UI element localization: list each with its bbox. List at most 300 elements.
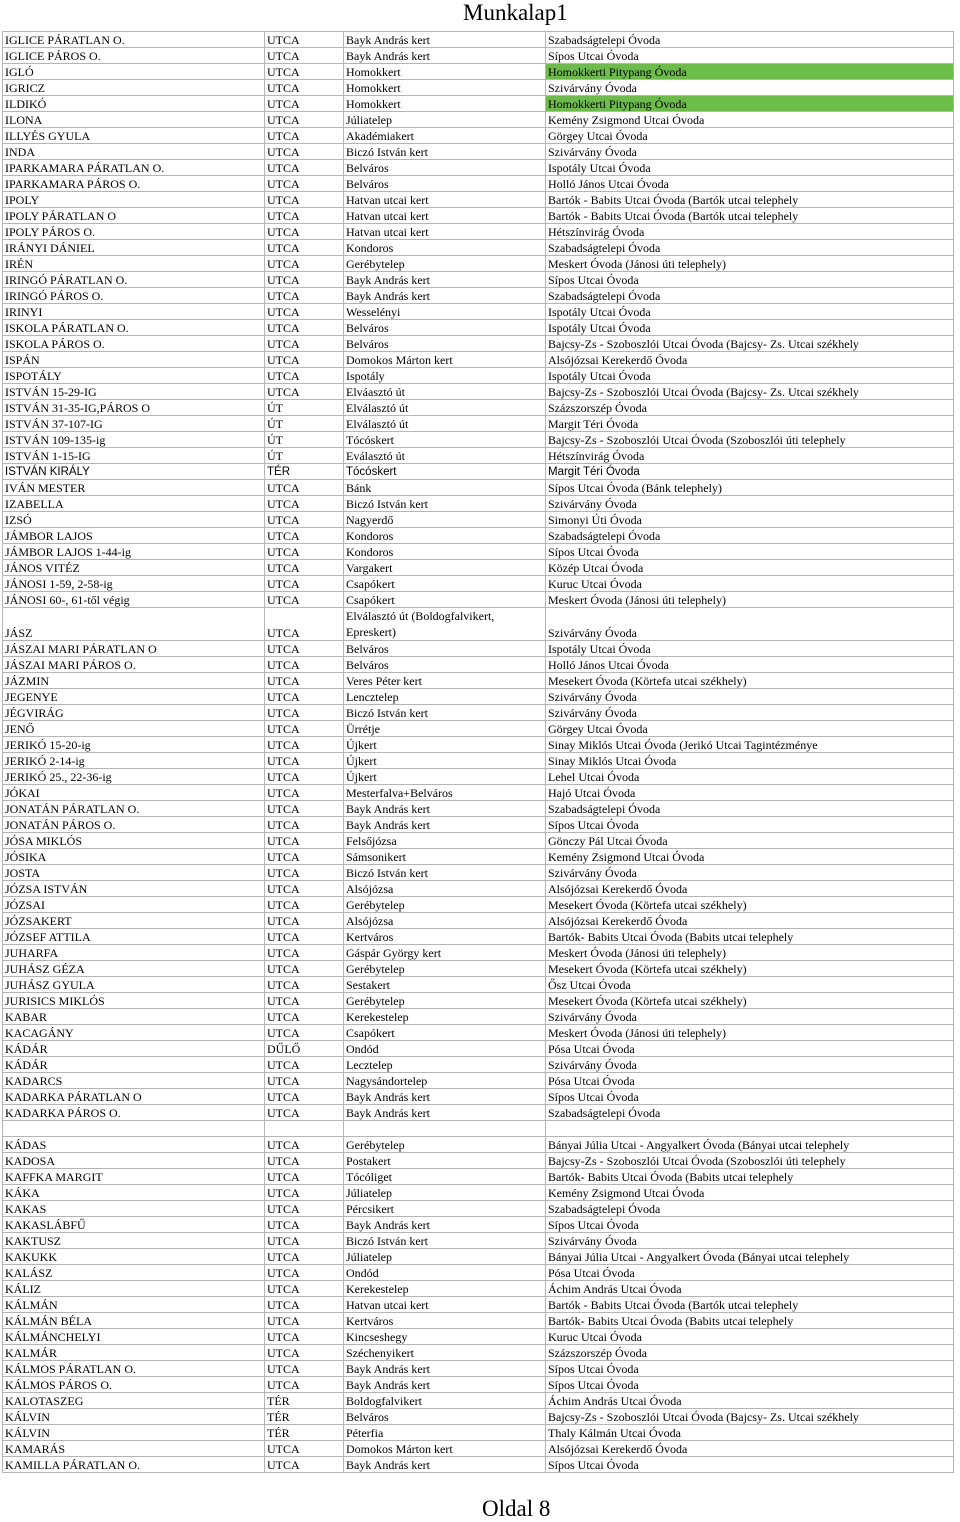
kindergarten-cell: Margit Téri Óvoda bbox=[546, 416, 954, 432]
street-type-cell: DŰLŐ bbox=[265, 1041, 344, 1057]
table-row bbox=[3, 192, 954, 208]
table-row bbox=[3, 48, 954, 64]
table-row bbox=[3, 897, 954, 913]
district-cell: Széchenyikert bbox=[344, 1345, 546, 1361]
kindergarten-cell: Pósa Utcai Óvoda bbox=[546, 1041, 954, 1057]
street-name-cell: IPARKAMARA PÁROS O. bbox=[3, 176, 265, 192]
street-type-cell: UTCA bbox=[265, 368, 344, 384]
table-row bbox=[3, 1041, 954, 1057]
kindergarten-cell: Sípos Utcai Óvoda bbox=[546, 817, 954, 833]
district-cell: Felsőjózsa bbox=[344, 833, 546, 849]
kindergarten-cell: Meskert Óvoda (Jánosi úti telephely) bbox=[546, 1025, 954, 1041]
street-type-cell: UTCA bbox=[265, 961, 344, 977]
table-row bbox=[3, 833, 954, 849]
kindergarten-cell: Ispotály Utcai Óvoda bbox=[546, 641, 954, 657]
district-cell: Bánk bbox=[344, 480, 546, 496]
data-table bbox=[2, 31, 954, 1473]
district-cell: Gerébytelep bbox=[344, 993, 546, 1009]
street-type-cell: UTCA bbox=[265, 673, 344, 689]
street-name-cell: JÁMBOR LAJOS 1-44-ig bbox=[3, 544, 265, 560]
table-row bbox=[3, 913, 954, 929]
kindergarten-cell: Sípos Utcai Óvoda bbox=[546, 1089, 954, 1105]
table-row bbox=[3, 1361, 954, 1377]
street-name-cell: ISTVÁN 31-35-IG,PÁROS O bbox=[3, 400, 265, 416]
street-name-cell: IGRICZ bbox=[3, 80, 265, 96]
table-row bbox=[3, 240, 954, 256]
street-type-cell: UTCA bbox=[265, 1057, 344, 1073]
kindergarten-cell: Alsójózsai Kerekerdő Óvoda bbox=[546, 913, 954, 929]
street-type-cell: UTCA bbox=[265, 1009, 344, 1025]
street-name-cell: JÁNOS VITÉZ bbox=[3, 560, 265, 576]
district-cell: Tócóskert bbox=[344, 432, 546, 448]
table-row bbox=[3, 1217, 954, 1233]
street-type-cell: UTCA bbox=[265, 897, 344, 913]
street-type-cell: UTCA bbox=[265, 592, 344, 608]
street-type-cell: UTCA bbox=[265, 160, 344, 176]
sheet-title: Munkalap1 bbox=[463, 0, 568, 25]
district-cell: Júliatelep bbox=[344, 1185, 546, 1201]
table-row bbox=[3, 769, 954, 785]
street-type-cell: UTCA bbox=[265, 945, 344, 961]
kindergarten-cell: Bányai Júlia Utcai - Angyalkert Óvoda (Bányai utcai telephely bbox=[546, 1249, 954, 1265]
table-row bbox=[3, 945, 954, 961]
street-name-cell: KÁLMOS PÁROS O. bbox=[3, 1377, 265, 1393]
street-name-cell: KÁDAS bbox=[3, 1137, 265, 1153]
kindergarten-cell: Szivárvány Óvoda bbox=[546, 1057, 954, 1073]
street-name-cell: ISKOLA PÁROS O. bbox=[3, 336, 265, 352]
district-cell: Csapókert bbox=[344, 592, 546, 608]
kindergarten-cell: Ispotály Utcai Óvoda bbox=[546, 368, 954, 384]
table-row bbox=[3, 1025, 954, 1041]
street-name-cell: IVÁN MESTER bbox=[3, 480, 265, 496]
street-type-cell: UTCA bbox=[265, 544, 344, 560]
district-cell: Biczó István kert bbox=[344, 705, 546, 721]
kindergarten-cell: Bartók - Babits Utcai Óvoda (Bartók utcai telephely bbox=[546, 208, 954, 224]
district-cell: Júliatelep bbox=[344, 1249, 546, 1265]
table-row bbox=[3, 1265, 954, 1281]
table-row bbox=[3, 1105, 954, 1121]
table-row bbox=[3, 1297, 954, 1313]
district-cell: Csapókert bbox=[344, 1025, 546, 1041]
kindergarten-cell: Szivárvány Óvoda bbox=[546, 144, 954, 160]
kindergarten-cell: Sípos Utcai Óvoda bbox=[546, 1457, 954, 1473]
street-type-cell bbox=[265, 1121, 344, 1137]
street-name-cell: JÁNOSI 60-, 61-től végig bbox=[3, 592, 265, 608]
street-name-cell: KALMÁR bbox=[3, 1345, 265, 1361]
table-row bbox=[3, 384, 954, 400]
table-row bbox=[3, 1153, 954, 1169]
district-cell: Veres Péter kert bbox=[344, 673, 546, 689]
district-cell: Ürrétje bbox=[344, 721, 546, 737]
kindergarten-cell: Görgey Utcai Óvoda bbox=[546, 721, 954, 737]
district-cell: Kincseshegy bbox=[344, 1329, 546, 1345]
street-type-cell: UTCA bbox=[265, 64, 344, 80]
district-cell: Kerekestelep bbox=[344, 1009, 546, 1025]
table-row bbox=[3, 1073, 954, 1089]
district-cell: Gerébytelep bbox=[344, 256, 546, 272]
district-cell: Bayk András kert bbox=[344, 1105, 546, 1121]
kindergarten-cell: Szivárvány Óvoda bbox=[546, 705, 954, 721]
table-row bbox=[3, 753, 954, 769]
table-row bbox=[3, 849, 954, 865]
street-type-cell: UTCA bbox=[265, 1297, 344, 1313]
street-name-cell: JERIKÓ 15-20-ig bbox=[3, 737, 265, 753]
kindergarten-cell: Mesekert Óvoda (Körtefa utcai székhely) bbox=[546, 961, 954, 977]
street-name-cell: KABAR bbox=[3, 1009, 265, 1025]
kindergarten-cell: Ősz Utcai Óvoda bbox=[546, 977, 954, 993]
street-name-cell: JUHÁSZ GÉZA bbox=[3, 961, 265, 977]
street-name-cell: JÁNOSI 1-59, 2-58-ig bbox=[3, 576, 265, 592]
street-name-cell: KÁKA bbox=[3, 1185, 265, 1201]
table-row bbox=[3, 128, 954, 144]
table-row bbox=[3, 512, 954, 528]
district-cell: Belváros bbox=[344, 336, 546, 352]
kindergarten-cell: Kemény Zsigmond Utcai Óvoda bbox=[546, 112, 954, 128]
table-row bbox=[3, 1137, 954, 1153]
district-cell: Újkert bbox=[344, 753, 546, 769]
street-type-cell: UTCA bbox=[265, 288, 344, 304]
district-cell: Boldogfalvikert bbox=[344, 1393, 546, 1409]
district-cell: Hatvan utcai kert bbox=[344, 1297, 546, 1313]
street-name-cell: KADARKA PÁRATLAN O bbox=[3, 1089, 265, 1105]
kindergarten-cell: Bartók - Babits Utcai Óvoda (Bartók utcai telephely bbox=[546, 192, 954, 208]
district-cell bbox=[344, 1121, 546, 1137]
table-row bbox=[3, 993, 954, 1009]
street-name-cell: JERIKÓ 25., 22-36-ig bbox=[3, 769, 265, 785]
table-row bbox=[3, 1425, 954, 1441]
kindergarten-cell: Ispotály Utcai Óvoda bbox=[546, 304, 954, 320]
street-type-cell: UTCA bbox=[265, 336, 344, 352]
kindergarten-cell: Sípos Utcai Óvoda bbox=[546, 1377, 954, 1393]
street-type-cell: UTCA bbox=[265, 1441, 344, 1457]
district-cell: Vargakert bbox=[344, 560, 546, 576]
table-row bbox=[3, 400, 954, 416]
street-type-cell: UTCA bbox=[265, 272, 344, 288]
street-name-cell: KALÁSZ bbox=[3, 1265, 265, 1281]
kindergarten-cell: Ispotály Utcai Óvoda bbox=[546, 160, 954, 176]
district-cell: Eválasztó út bbox=[344, 448, 546, 464]
street-name-cell: KÁLVIN bbox=[3, 1409, 265, 1425]
kindergarten-cell: Bajcsy-Zs - Szoboszlói Utcai Óvoda (Bajcsy- Zs. Utcai székhely bbox=[546, 1409, 954, 1425]
district-cell: Bayk András kert bbox=[344, 32, 546, 48]
kindergarten-cell: Alsójózsai Kerekerdő Óvoda bbox=[546, 352, 954, 368]
kindergarten-cell: Meskert Óvoda (Jánosi úti telephely) bbox=[546, 256, 954, 272]
district-cell: Domokos Márton kert bbox=[344, 352, 546, 368]
table-row bbox=[3, 1409, 954, 1425]
street-type-cell: UTCA bbox=[265, 721, 344, 737]
street-type-cell: UTCA bbox=[265, 1281, 344, 1297]
district-cell: Elválasztó út (Boldogfalvikert, Epreskert) bbox=[344, 608, 546, 641]
street-name-cell: KÁLIZ bbox=[3, 1281, 265, 1297]
street-name-cell: ISTVÁN KIRÁLY bbox=[3, 464, 265, 480]
kindergarten-cell: Kuruc Utcai Óvoda bbox=[546, 1329, 954, 1345]
kindergarten-cell: Szabadságtelepi Óvoda bbox=[546, 240, 954, 256]
kindergarten-cell: Szivárvány Óvoda bbox=[546, 689, 954, 705]
street-name-cell: JÉGVIRÁG bbox=[3, 705, 265, 721]
street-name-cell: IGLICE PÁRATLAN O. bbox=[3, 32, 265, 48]
kindergarten-cell: Margit Téri Óvoda bbox=[546, 464, 954, 480]
street-name-cell: JURISICS MIKLÓS bbox=[3, 993, 265, 1009]
kindergarten-cell: Szivárvány Óvoda bbox=[546, 496, 954, 512]
kindergarten-cell: Lehel Utcai Óvoda bbox=[546, 769, 954, 785]
street-name-cell: JOSTA bbox=[3, 865, 265, 881]
street-type-cell: UTCA bbox=[265, 384, 344, 400]
kindergarten-cell: Kuruc Utcai Óvoda bbox=[546, 576, 954, 592]
district-cell: Homokkert bbox=[344, 64, 546, 80]
district-cell: Kondoros bbox=[344, 528, 546, 544]
table-row bbox=[3, 1345, 954, 1361]
page-footer: Oldal 8 bbox=[482, 1496, 551, 1521]
street-name-cell: IGLICE PÁROS O. bbox=[3, 48, 265, 64]
street-type-cell: UTCA bbox=[265, 833, 344, 849]
table-row bbox=[3, 320, 954, 336]
district-cell: Gáspár György kert bbox=[344, 945, 546, 961]
kindergarten-cell: Pósa Utcai Óvoda bbox=[546, 1073, 954, 1089]
street-name-cell: KAFFKA MARGIT bbox=[3, 1169, 265, 1185]
table-row bbox=[3, 112, 954, 128]
kindergarten-cell: Áchim András Utcai Óvoda bbox=[546, 1393, 954, 1409]
table-row bbox=[3, 689, 954, 705]
district-cell: Belváros bbox=[344, 176, 546, 192]
street-type-cell: UTCA bbox=[265, 785, 344, 801]
street-name-cell: ILDIKÓ bbox=[3, 96, 265, 112]
street-type-cell: UTCA bbox=[265, 1329, 344, 1345]
table-row bbox=[3, 865, 954, 881]
street-name-cell: IPOLY bbox=[3, 192, 265, 208]
district-cell: Bayk András kert bbox=[344, 272, 546, 288]
kindergarten-cell: Homokkerti Pitypang Óvoda bbox=[546, 96, 954, 112]
street-name-cell: JÁMBOR LAJOS bbox=[3, 528, 265, 544]
street-type-cell: UTCA bbox=[265, 1265, 344, 1281]
table-row bbox=[3, 224, 954, 240]
street-type-cell: UTCA bbox=[265, 977, 344, 993]
street-name-cell: ILONA bbox=[3, 112, 265, 128]
street-type-cell: UTCA bbox=[265, 1185, 344, 1201]
street-type-cell: ÚT bbox=[265, 416, 344, 432]
street-type-cell: ÚT bbox=[265, 432, 344, 448]
street-type-cell: UTCA bbox=[265, 32, 344, 48]
street-name-cell: KÁLMÁN bbox=[3, 1297, 265, 1313]
street-type-cell: UTCA bbox=[265, 1153, 344, 1169]
street-name-cell: JÓKAI bbox=[3, 785, 265, 801]
street-name-cell: IRÉN bbox=[3, 256, 265, 272]
kindergarten-cell: Mesekert Óvoda (Körtefa utcai székhely) bbox=[546, 897, 954, 913]
street-type-cell: UTCA bbox=[265, 865, 344, 881]
table-row bbox=[3, 352, 954, 368]
kindergarten-cell: Sinay Miklós Utcai Óvoda (Jerikó Utcai Tagintézménye bbox=[546, 737, 954, 753]
street-type-cell: UTCA bbox=[265, 496, 344, 512]
kindergarten-cell: Meskert Óvoda (Jánosi úti telephely) bbox=[546, 945, 954, 961]
table-row bbox=[3, 416, 954, 432]
street-name-cell: JÓZSAI bbox=[3, 897, 265, 913]
table-row bbox=[3, 608, 954, 641]
street-type-cell: UTCA bbox=[265, 224, 344, 240]
street-type-cell: UTCA bbox=[265, 801, 344, 817]
district-cell: Ondód bbox=[344, 1265, 546, 1281]
table-row bbox=[3, 1281, 954, 1297]
district-cell: Bayk András kert bbox=[344, 1217, 546, 1233]
street-name-cell: IRINYI bbox=[3, 304, 265, 320]
table-body bbox=[3, 32, 954, 1473]
district-cell: Homokkert bbox=[344, 96, 546, 112]
street-name-cell: ILLYÉS GYULA bbox=[3, 128, 265, 144]
district-cell: Elválasztó út bbox=[344, 416, 546, 432]
table-row bbox=[3, 1393, 954, 1409]
street-type-cell: UTCA bbox=[265, 705, 344, 721]
street-type-cell: UTCA bbox=[265, 240, 344, 256]
table-row bbox=[3, 160, 954, 176]
kindergarten-cell: Alsójózsai Kerekerdő Óvoda bbox=[546, 881, 954, 897]
street-name-cell: KACAGÁNY bbox=[3, 1025, 265, 1041]
district-cell: Kertváros bbox=[344, 1313, 546, 1329]
street-name-cell: IRINGÓ PÁROS O. bbox=[3, 288, 265, 304]
street-type-cell: UTCA bbox=[265, 1105, 344, 1121]
kindergarten-cell: Szivárvány Óvoda bbox=[546, 1009, 954, 1025]
district-cell: Újkert bbox=[344, 737, 546, 753]
street-type-cell: UTCA bbox=[265, 192, 344, 208]
table-row bbox=[3, 785, 954, 801]
kindergarten-cell: Hétszínvirág Óvoda bbox=[546, 448, 954, 464]
street-type-cell: TÉR bbox=[265, 1409, 344, 1425]
street-name-cell: JÓSA MIKLÓS bbox=[3, 833, 265, 849]
district-cell: Postakert bbox=[344, 1153, 546, 1169]
street-type-cell: ÚT bbox=[265, 448, 344, 464]
street-type-cell: UTCA bbox=[265, 1073, 344, 1089]
kindergarten-cell: Sípos Utcai Óvoda bbox=[546, 1361, 954, 1377]
district-cell: Gerébytelep bbox=[344, 961, 546, 977]
street-name-cell: IRÁNYI DÁNIEL bbox=[3, 240, 265, 256]
street-type-cell: UTCA bbox=[265, 512, 344, 528]
kindergarten-cell: Szivárvány Óvoda bbox=[546, 80, 954, 96]
street-type-cell: TÉR bbox=[265, 1393, 344, 1409]
street-type-cell: UTCA bbox=[265, 737, 344, 753]
street-name-cell: JONATÁN PÁRATLAN O. bbox=[3, 801, 265, 817]
street-type-cell: UTCA bbox=[265, 769, 344, 785]
table-row bbox=[3, 288, 954, 304]
street-name-cell: KAKUKK bbox=[3, 1249, 265, 1265]
kindergarten-cell: Mesekert Óvoda (Körtefa utcai székhely) bbox=[546, 993, 954, 1009]
street-name-cell: JUHÁSZ GYULA bbox=[3, 977, 265, 993]
table-row bbox=[3, 480, 954, 496]
kindergarten-cell: Szabadságtelepi Óvoda bbox=[546, 1201, 954, 1217]
kindergarten-cell: Ispotály Utcai Óvoda bbox=[546, 320, 954, 336]
street-type-cell: UTCA bbox=[265, 753, 344, 769]
kindergarten-cell: Pósa Utcai Óvoda bbox=[546, 1265, 954, 1281]
street-name-cell: INDA bbox=[3, 144, 265, 160]
kindergarten-cell: Bányai Júlia Utcai - Angyalkert Óvoda (Bányai utcai telephely bbox=[546, 1137, 954, 1153]
table-row bbox=[3, 1441, 954, 1457]
street-type-cell: UTCA bbox=[265, 1345, 344, 1361]
district-cell: Kondoros bbox=[344, 544, 546, 560]
district-cell: Bayk András kert bbox=[344, 801, 546, 817]
district-cell: Kerekestelep bbox=[344, 1281, 546, 1297]
street-type-cell: UTCA bbox=[265, 817, 344, 833]
street-name-cell: JUHARFA bbox=[3, 945, 265, 961]
district-cell: Homokkert bbox=[344, 80, 546, 96]
district-cell: Hatvan utcai kert bbox=[344, 192, 546, 208]
table-row bbox=[3, 272, 954, 288]
kindergarten-cell: Szabadságtelepi Óvoda bbox=[546, 801, 954, 817]
table-row bbox=[3, 448, 954, 464]
street-type-cell: UTCA bbox=[265, 1313, 344, 1329]
street-name-cell: ISTVÁN 37-107-IG bbox=[3, 416, 265, 432]
district-cell: Ondód bbox=[344, 1041, 546, 1057]
street-name-cell: IGLÓ bbox=[3, 64, 265, 80]
street-name-cell: JÓZSAKERT bbox=[3, 913, 265, 929]
district-cell: Belváros bbox=[344, 320, 546, 336]
district-cell: Bayk András kert bbox=[344, 1457, 546, 1473]
district-cell: Bayk András kert bbox=[344, 48, 546, 64]
street-name-cell: KÁDÁR bbox=[3, 1057, 265, 1073]
table-row bbox=[3, 1057, 954, 1073]
table-row bbox=[3, 1377, 954, 1393]
kindergarten-cell: Százszorszép Óvoda bbox=[546, 1345, 954, 1361]
district-cell: Alsójózsa bbox=[344, 881, 546, 897]
district-cell: Sestakert bbox=[344, 977, 546, 993]
district-cell: Bayk András kert bbox=[344, 288, 546, 304]
street-type-cell: UTCA bbox=[265, 528, 344, 544]
street-name-cell: KAMILLA PÁRATLAN O. bbox=[3, 1457, 265, 1473]
street-name-cell: KAMARÁS bbox=[3, 1441, 265, 1457]
table-row bbox=[3, 1089, 954, 1105]
district-cell: Lencztelep bbox=[344, 689, 546, 705]
table-row bbox=[3, 929, 954, 945]
street-type-cell: UTCA bbox=[265, 1249, 344, 1265]
street-name-cell: KAKTUSZ bbox=[3, 1233, 265, 1249]
street-type-cell: ÚT bbox=[265, 400, 344, 416]
table-row bbox=[3, 64, 954, 80]
street-type-cell: UTCA bbox=[265, 96, 344, 112]
kindergarten-cell: Bartók- Babits Utcai Óvoda (Babits utcai telephely bbox=[546, 1169, 954, 1185]
street-name-cell: ISTVÁN 15-29-IG bbox=[3, 384, 265, 400]
street-name-cell: IPARKAMARA PÁRATLAN O. bbox=[3, 160, 265, 176]
table-row bbox=[3, 705, 954, 721]
table-row bbox=[3, 592, 954, 608]
table-row bbox=[3, 737, 954, 753]
street-name-cell: KAKASLÁBFŰ bbox=[3, 1217, 265, 1233]
kindergarten-cell: Sípos Utcai Óvoda bbox=[546, 544, 954, 560]
table-row bbox=[3, 641, 954, 657]
street-type-cell: UTCA bbox=[265, 352, 344, 368]
kindergarten-cell: Bajcsy-Zs - Szoboszlói Utcai Óvoda (Szoboszlói úti telephely bbox=[546, 1153, 954, 1169]
kindergarten-cell: Bartók- Babits Utcai Óvoda (Babits utcai telephely bbox=[546, 1313, 954, 1329]
street-type-cell: UTCA bbox=[265, 1025, 344, 1041]
district-cell: Biczó István kert bbox=[344, 496, 546, 512]
street-name-cell: JÓZSA ISTVÁN bbox=[3, 881, 265, 897]
district-cell: Elváasztó út bbox=[344, 384, 546, 400]
table-row bbox=[3, 1121, 954, 1137]
kindergarten-cell: Sípos Utcai Óvoda (Bánk telephely) bbox=[546, 480, 954, 496]
kindergarten-cell: Kemény Zsigmond Utcai Óvoda bbox=[546, 1185, 954, 1201]
street-name-cell: JÁSZAI MARI PÁROS O. bbox=[3, 657, 265, 673]
street-type-cell: UTCA bbox=[265, 48, 344, 64]
table-row bbox=[3, 496, 954, 512]
street-name-cell: JÓZSEF ATTILA bbox=[3, 929, 265, 945]
kindergarten-cell: Szabadságtelepi Óvoda bbox=[546, 528, 954, 544]
street-type-cell: TÉR bbox=[265, 1425, 344, 1441]
kindergarten-cell: Szabadságtelepi Óvoda bbox=[546, 1105, 954, 1121]
street-name-cell: KADOSA bbox=[3, 1153, 265, 1169]
street-type-cell: UTCA bbox=[265, 1089, 344, 1105]
table-row bbox=[3, 528, 954, 544]
district-cell: Wesselényi bbox=[344, 304, 546, 320]
kindergarten-cell: Szivárvány Óvoda bbox=[546, 1233, 954, 1249]
district-cell: Biczó István kert bbox=[344, 1233, 546, 1249]
district-cell: Hatvan utcai kert bbox=[344, 224, 546, 240]
district-cell: Bayk András kert bbox=[344, 1377, 546, 1393]
street-type-cell: UTCA bbox=[265, 641, 344, 657]
district-cell: Belváros bbox=[344, 160, 546, 176]
